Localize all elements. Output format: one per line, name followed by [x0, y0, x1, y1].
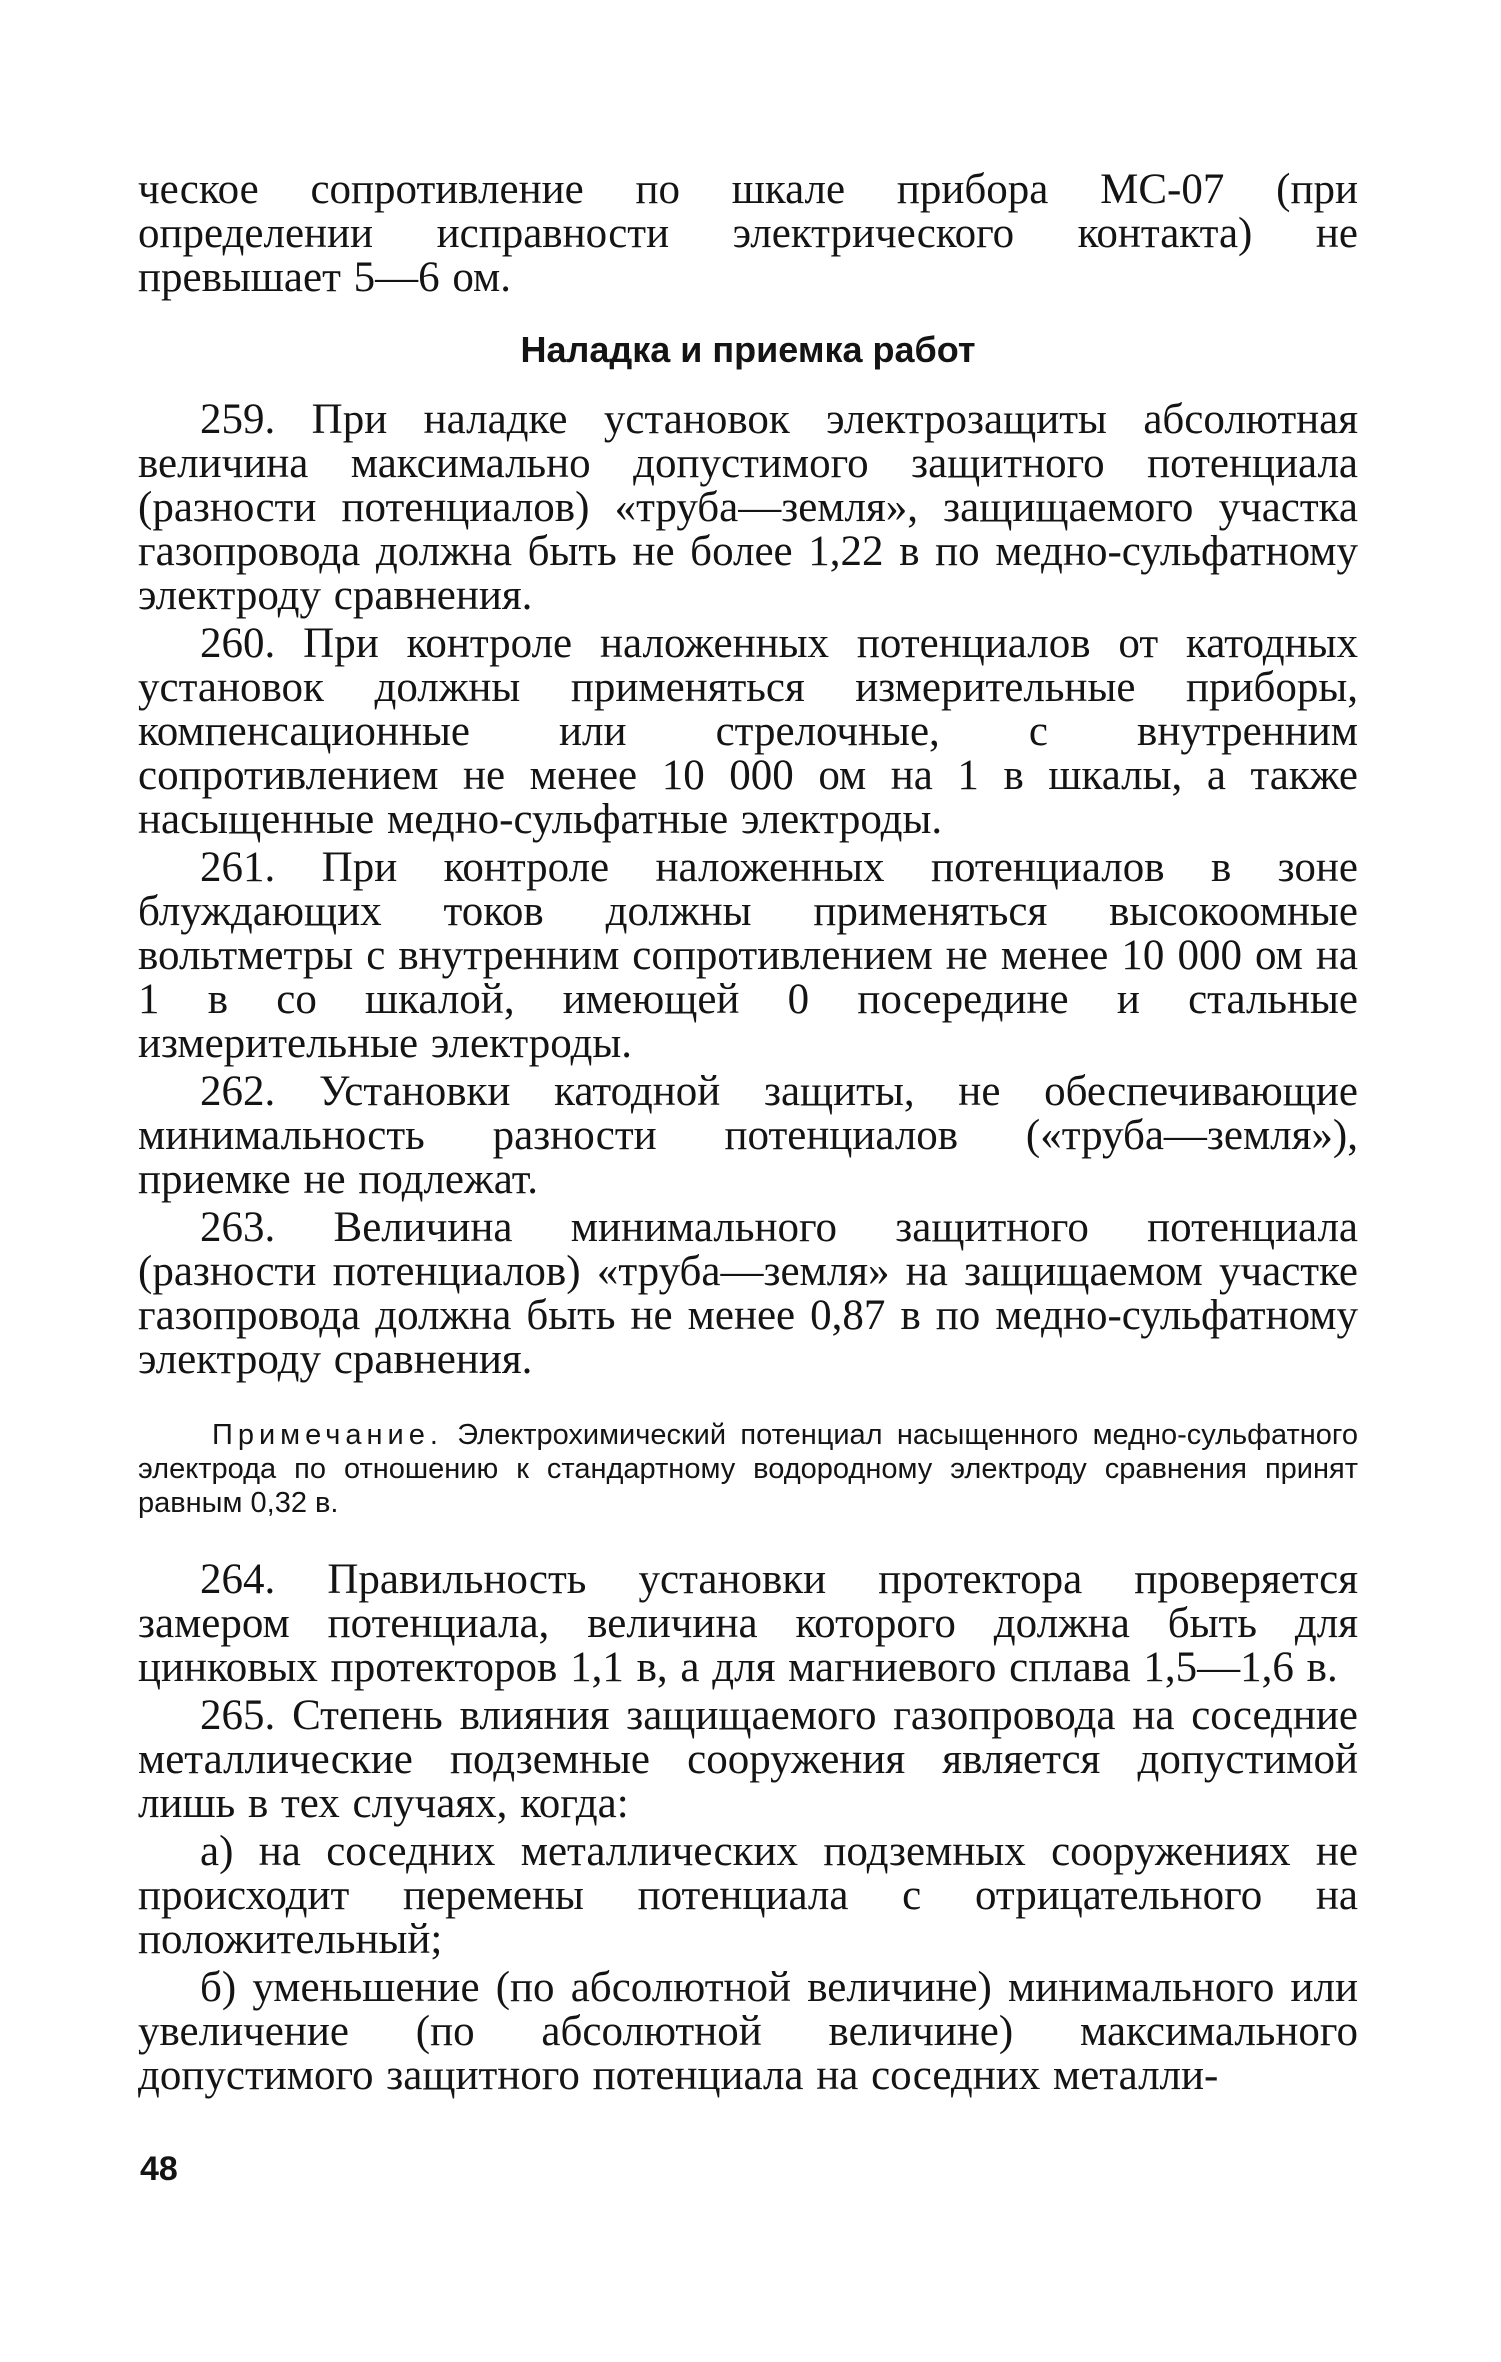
page-number: 48: [140, 2150, 178, 2188]
note-text: Электрохимический потенциал насыщенного медно-сульфатного электрода по отношению к стандартному водородному электроду сравнения принят равным 0,32 в.: [138, 1419, 1358, 1519]
item-259: 259. При наладке установок электрозащиты абсолютная величина максимально допустимого защитного потенциала (разности потенциалов) «труба—земля», защищаемого участка газопровода должна быть не более 1,22 в по медно-сульфатному электроду сравнения.: [138, 396, 1358, 619]
item-262: 262. Установки катодной защиты, не обеспечивающие минимальность разности потенциалов («труба—земля»), приемке не подлежат.: [138, 1068, 1358, 1203]
subitem-a: а) на соседних металлических подземных сооружениях не происходит перемены потенциала с отрицательного на положительный;: [138, 1828, 1358, 1963]
item-263: 263. Величина минимального защитного потенциала (разности потенциалов) «труба—земля» на защищаемом участке газопровода должна быть не менее 0,87 в по медно-сульфатному электроду сравнения.: [138, 1204, 1358, 1383]
subitem-b: б) уменьшение (по абсолютной величине) минимального или увеличение (по абсолютной величине) максимального допустимого защитного потенциала на соседних металли-: [138, 1964, 1358, 2099]
section-heading: Наладка и приемка работ: [520, 329, 976, 370]
page-body: [138, 168, 1358, 2098]
note-paragraph: [138, 1418, 1358, 1520]
item-260: 260. При контроле наложенных потенциалов от катодных установок должны применяться измерительные приборы, компенсационные или стрелочные, с внутренним сопротивлением не менее 10 000 ом на 1 в шкалы, а также насыщенные медно-сульфатные электроды.: [138, 620, 1358, 843]
intro-paragraph: ческое сопротивление по шкале прибора МС-07 (при определении исправности электрического контакта) не превышает 5—6 ом.: [138, 166, 1358, 301]
item-265: 265. Степень влияния защищаемого газопровода на соседние металлические подземные сооружения является допустимой лишь в тех случаях, когда:: [138, 1692, 1358, 1827]
item-264: 264. Правильность установки протектора проверяется замером потенциала, величина которого должна быть для цинковых протекторов 1,1 в, а для магниевого сплава 1,5—1,6 в.: [138, 1556, 1358, 1691]
item-261: 261. При контроле наложенных потенциалов в зоне блуждающих токов должны применяться высокоомные вольтметры с внутренним сопротивлением не менее 10 000 ом на 1 в со шкалой, имеющей 0 посередине и стальные измерительные электроды.: [138, 844, 1358, 1067]
note-label: Примечание.: [212, 1419, 443, 1451]
